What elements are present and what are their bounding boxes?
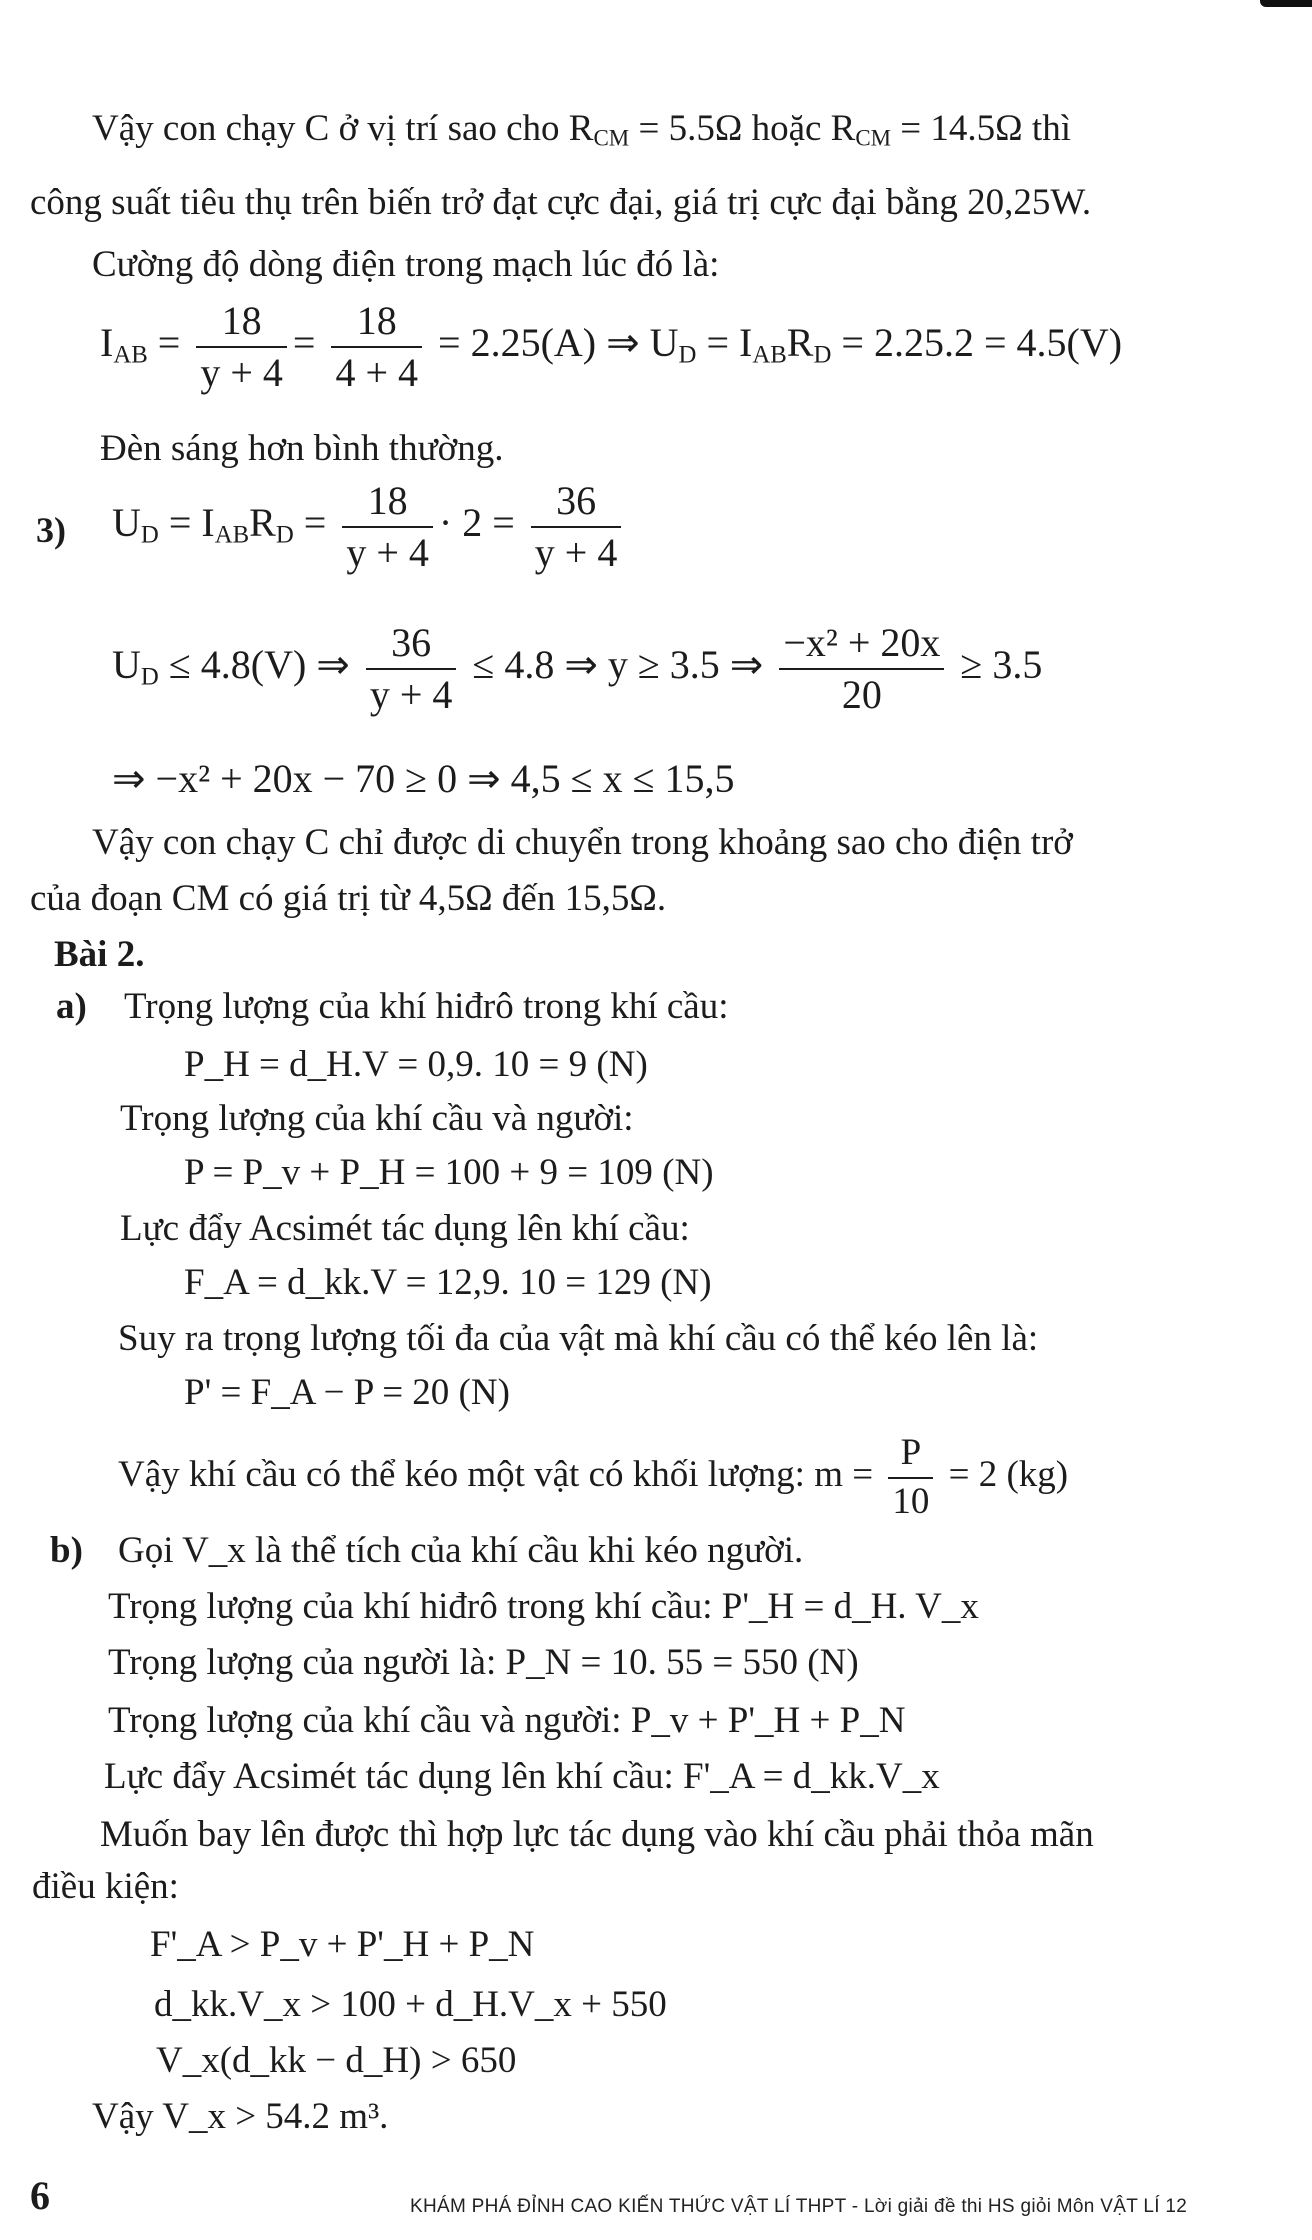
part-a-label: a) xyxy=(56,986,87,1027)
part-b-line-4: Trọng lượng của khí cầu và người: P_v + P'_H + P_N xyxy=(108,1700,906,1741)
question-3-label: 3) xyxy=(36,510,66,550)
part-a-line-6: F_A = d_kk.V = 12,9. 10 = 129 (N) xyxy=(184,1262,712,1303)
part-b-line-2: Trọng lượng của khí hiđrô trong khí cầu: P'_H = d_H. V_x xyxy=(108,1586,979,1627)
page-corner-mark xyxy=(1260,0,1312,7)
page-number: 6 xyxy=(30,2173,50,2218)
conclusion-line-2: của đoạn CM có giá trị từ 4,5Ω đến 15,5Ω. xyxy=(30,878,667,919)
part-a-line-9: Vậy khí cầu có thể kéo một vật có khối lượng: m = $\frac{P}{10}$ = 2 (kg) xyxy=(118,1432,1069,1522)
part-b-line-11: Vậy V_x > 54.2 m³. xyxy=(92,2096,389,2137)
part-a-line-7: Suy ra trọng lượng tối đa của vật mà khí cầu có thể kéo lên là: xyxy=(118,1318,1039,1359)
equation-q3-line3: ⇒ −x² + 20x − 70 ≥ 0 ⇒ 4,5 ≤ x ≤ 15,5 xyxy=(112,756,735,801)
conclusion-line-1: Vậy con chạy C chỉ được di chuyển trong khoảng sao cho điện trở xyxy=(92,822,1073,863)
part-b-line-8: F'_A > P_v + P'_H + P_N xyxy=(150,1924,535,1965)
part-a-line-2: P_H = d_H.V = 0,9. 10 = 9 (N) xyxy=(184,1044,648,1085)
equation-current: $I_{AB}$ = $\frac{18}{y + 4}$ = $\frac{18}{4 + 4}$ = 2.25(A) ⇒ $U_D = I_{AB}R_D = 2.25.2 = 4.5(V)$ xyxy=(100,298,1123,395)
part-b-line-9: d_kk.V_x > 100 + d_H.V_x + 550 xyxy=(154,1984,667,2025)
part-b-line-3: Trọng lượng của người là: P_N = 10. 55 = 550 (N) xyxy=(108,1642,859,1683)
part-b-line-7: điều kiện: xyxy=(32,1866,179,1907)
equation-q3-line2: $U_D \le 4.8(V)$ ⇒ $\frac{36}{y + 4}$ ≤ 4.8 ⇒ y ≥ 3.5 ⇒ $\frac{\text{−x² + 20x}}{20}$ ≥ 3.5 xyxy=(112,620,1043,717)
text-line-1: Vậy con chạy C ở vị trí sao cho $R_{CM} = 5.5\Omega$ hoặc $R_{CM} = 14.5\Omega$ thì xyxy=(92,108,1071,151)
part-a-line-8: P' = F_A − P = 20 (N) xyxy=(184,1372,510,1413)
part-b-label: b) xyxy=(50,1530,83,1571)
text-line-2: công suất tiêu thụ trên biến trở đạt cực đại, giá trị cực đại bằng 20,25W. xyxy=(30,182,1092,223)
part-a-line-4: P = P_v + P_H = 100 + 9 = 109 (N) xyxy=(184,1152,714,1193)
equation-q3-line1: $U_D = I_{AB}R_D$ = $\frac{18}{y + 4}$ · 2 = $\frac{36}{y + 4}$ xyxy=(112,478,627,576)
part-a-line-3: Trọng lượng của khí cầu và người: xyxy=(120,1098,634,1139)
part-b-line-10: V_x(d_kk − d_H) > 650 xyxy=(156,2040,517,2081)
text-line-3: Cường độ dòng điện trong mạch lúc đó là: xyxy=(92,244,720,285)
page-footer: KHÁM PHÁ ĐỈNH CAO KIẾN THỨC VẬT LÍ THPT - Lời giải đề thi HS giỏi Môn VẬT LÍ 12 xyxy=(410,2196,1188,2217)
part-a-line-5: Lực đẩy Acsimét tác dụng lên khí cầu: xyxy=(120,1208,690,1249)
part-a-line-1: Trọng lượng của khí hiđrô trong khí cầu: xyxy=(124,986,729,1027)
text-line-4: Đèn sáng hơn bình thường. xyxy=(100,428,504,469)
part-b-line-1: Gọi V_x là thể tích của khí cầu khi kéo người. xyxy=(118,1530,804,1571)
part-b-line-6: Muốn bay lên được thì hợp lực tác dụng vào khí cầu phải thỏa mãn xyxy=(100,1814,1094,1855)
section-title-bai-2: Bài 2. xyxy=(54,934,145,975)
part-b-line-5: Lực đẩy Acsimét tác dụng lên khí cầu: F'_A = d_kk.V_x xyxy=(104,1756,940,1797)
